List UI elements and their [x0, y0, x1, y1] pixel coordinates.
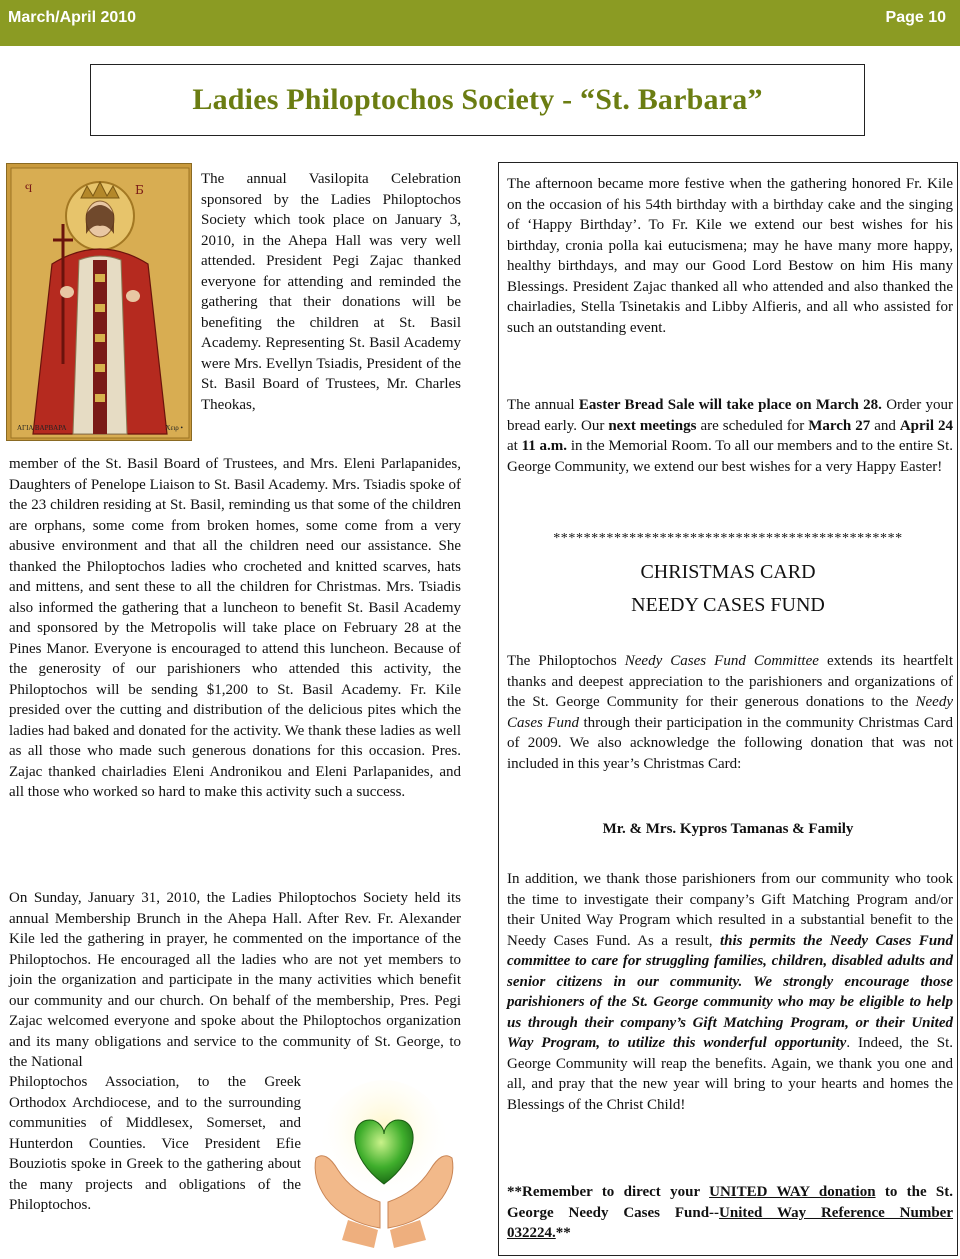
gift-text-c: . Indeed, the St. George Community will reap the benefits. Again, we thank you one and all, and pray that the new year will bring to your hearts and homes the Blessings of the Christ Child!	[507, 1035, 953, 1113]
page-number: Page 10	[885, 9, 946, 26]
membership-brunch-paragraph-continued	[9, 1072, 301, 1216]
svg-text:Б: Б	[135, 183, 144, 197]
united-way-reference-number: United Way Reference Number 032224.	[507, 1204, 953, 1241]
membership-brunch-text-continued: Philoptochos Association, to the Greek Orthodox Archdiocese, and to the surrounding communities of Middlesex, Somerset, and Hunterdon Counties. Vice President Efie Bouziotis spoke in Greek to the gathering about the many projects and obligations of the Philoptochos.	[9, 1074, 301, 1213]
needy-fund-italic: Needy Cases Fund	[507, 694, 953, 731]
easter-text-c: Order your bread early. Our	[507, 397, 953, 434]
vasilopita-paragraph-intro	[201, 169, 461, 415]
christmas-card-heading: CHRISTMAS CARD	[640, 561, 816, 583]
easter-text-i: at	[507, 438, 522, 454]
needy-text-c: extends its heartfelt thanks and deepest appreciation to the parishioners and organizations of the St. George Community for their generous donations to the	[507, 653, 953, 710]
right-column-box	[498, 162, 958, 1256]
icon-caption-right: Χειρ •	[165, 424, 183, 432]
page-title: Ladies Philoptochos Society - “St. Barbara”	[192, 83, 763, 116]
icon-caption-left: ΑΓΙΑ ΒΑΡΒΑΡΑ	[17, 424, 67, 432]
needy-text-a: The Philoptochos	[507, 653, 625, 669]
icon-caption	[17, 424, 183, 434]
membership-brunch-paragraph	[9, 888, 461, 1073]
easter-sale-highlight: Easter Bread Sale will take place on March 28.	[578, 397, 882, 413]
easter-text-e: are scheduled for	[696, 417, 809, 434]
united-way-reminder	[507, 1182, 953, 1244]
easter-bread-paragraph	[507, 395, 953, 477]
next-meetings-highlight: next meetings	[608, 417, 697, 434]
vasilopita-text-intro: The annual Vasilopita Celebration sponsored by the Ladies Philoptochos Society which took place on January 3, 2010, in the Ahepa Hall was very well attended. President Pegi Zajac thanked everyone for attending and reminded the gathering that their donations will be benefiting the children at St. Basil Academy. Representing St. Basil Academy were Mrs. Evellyn Tsiadis, President of the St. Basil Board of Trustees, Mr. Charles Theokas,	[201, 171, 461, 413]
gift-text-emphasis: this permits the Needy Cases Fund committee to care for struggling families, children, disabled adults and senior citizens in our community. We strongly encourage those parishioners of the St. George community who may be eligible to help us through their company’s Gift Matching Program, or their United Way Program, to utilize this wonderful opportunity	[507, 932, 953, 1051]
hands-holding-heart-icon	[308, 1080, 460, 1250]
svg-text:Ϥ: Ϥ	[25, 181, 33, 195]
gift-text-a: In addition, we thank those parishioners from our community who took the time to investigate their company’s Gift Matching Program and/or their United Way Program which resulted in a substantial benefit to the Needy Cases Fund. As a result,	[507, 871, 953, 949]
membership-brunch-text: On Sunday, January 31, 2010, the Ladies Philoptochos Society held its annual Membership Brunch in the Ahepa Hall. After Rev. Fr. Alexander Kile led the gathering in prayer, he commented on the importance of the Philoptochos. He encouraged all the ladies who are not yet members to join the organization and participate in the many activities which benefit our community and our church. On behalf of the membership, Pres. Pegi Zajac welcomed everyone and spoke about the Philoptochos organization and its many obligations and service to the community of St. George, to the National	[9, 890, 461, 1070]
easter-text-g: and	[870, 417, 900, 434]
vasilopita-paragraph-continued	[9, 454, 461, 803]
needy-text-e: through their participation in the community Christmas Card of 2009. We also acknowledge the following donation that was not included in this year’s Christmas Card:	[507, 714, 953, 772]
star-divider: **********************************************	[553, 531, 903, 546]
easter-text-a: The annual	[507, 397, 579, 413]
st-barbara-icon	[6, 163, 192, 441]
reminder-text-c: to the St. George Needy Cases Fund--	[507, 1184, 953, 1221]
birthday-paragraph: The afternoon became more festive when the gathering honored Fr. Kile on the occasion of his 54th birthday with a birthday cake and the singing of ‘Happy Birthday’. To Fr. Kile we extend our best wishes for his birthday, cronia polla kai eutucismena; may he have many more happy, healthy birthdays, and may our Good Lord Bestow on him His many Blessings. President Zajac thanked all who attended and also thanked the chairladies, Stella Tsinetakis and Libby Alfieris, and all who assisted for such an outstanding event.	[507, 176, 953, 336]
reminder-text-a: **Remember to direct your	[507, 1184, 710, 1200]
needy-cases-paragraph	[507, 651, 953, 774]
meeting-date-1: March 27	[808, 417, 871, 434]
vasilopita-text-continued: member of the St. Basil Board of Trustees, and Mrs. Eleni Parlapanides, Daughters of Penelope Liaison to St. Basil Academy. Mrs. Tsiadis spoke of the 23 children residing at St. Basil, reminding us that some of the children are orphans, some come from broken homes, some come from a very abusive environment and that all the children need our assistance. She thanked the Philoptochos ladies who crocheted and knitted scarves, hats and mittens, and sent these to all the children for Christmas. Mrs. Tsiadis also informed the gathering that a luncheon to benefit St. Basil Academy and sponsored by the Metropolis will take place on February 28 at the Pines Manor. Everyone is encouraged to attend this luncheon. Because of the generosity of our parishioners who attended this activity, the Philoptochos will be sending $1,200 to St. Basil Academy. Fr. Kile presided over the cutting and distribution of the delicious pites which the ladies had baked and donated for the activity. We thank these ladies as well as all those who made such generous donations for this occasion. Pres. Zajac thanked chairladies Eleni Andronikou and Eleni Parlapanides, and all those who worked so hard to make this activity such a success.	[9, 456, 461, 800]
needy-cases-fund-heading: NEEDY CASES FUND	[631, 594, 825, 616]
meeting-time: 11 a.m.	[521, 438, 568, 454]
united-way-donation-underlined: UNITED WAY donation	[709, 1184, 876, 1200]
needy-committee-italic: Needy Cases Fund Committee	[624, 653, 819, 669]
header-bar	[0, 0, 960, 46]
issue-date: March/April 2010	[8, 9, 137, 26]
title-box	[90, 64, 865, 136]
meeting-date-2: April 24	[899, 417, 953, 434]
gift-matching-paragraph	[507, 869, 953, 1115]
reminder-text-e: **	[555, 1225, 571, 1241]
donor-name: Mr. & Mrs. Kypros Tamanas & Family	[602, 821, 854, 837]
easter-text-k: in the Memorial Room. To all our members and to the entire St. George Community, we extend our best wishes for a very Happy Easter!	[507, 438, 954, 475]
